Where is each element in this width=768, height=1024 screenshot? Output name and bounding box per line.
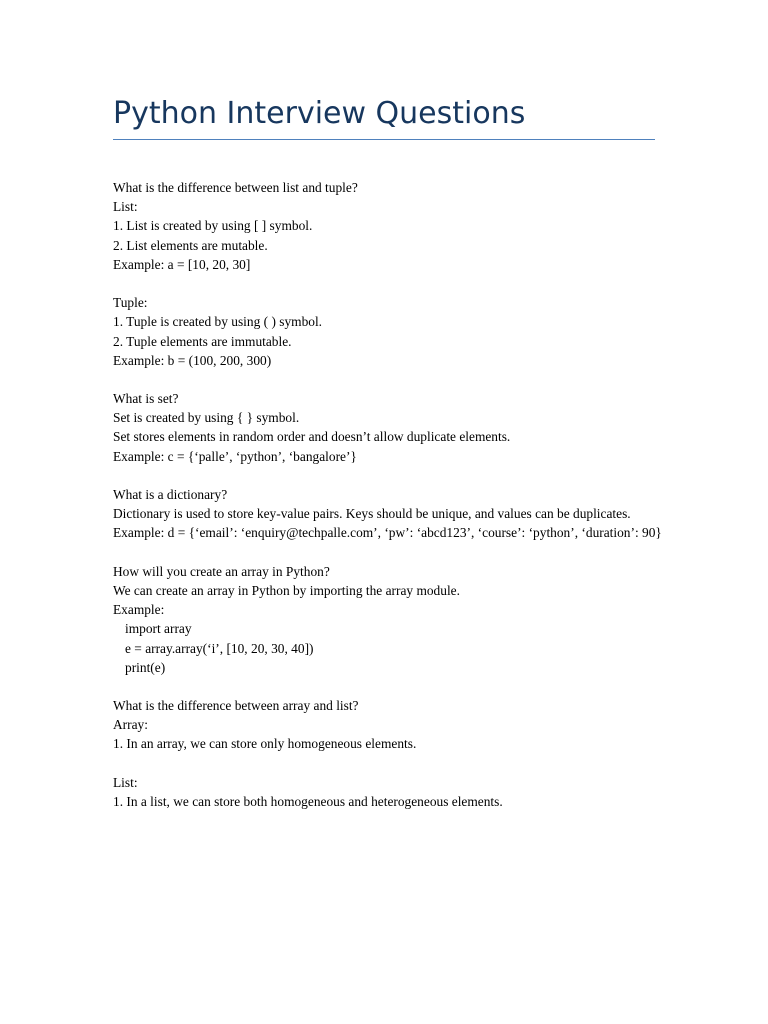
section-list-vs-tuple	[113, 178, 673, 274]
section-list	[113, 773, 673, 811]
section-set	[113, 389, 673, 466]
code-line-assign: e = array.array(‘i’, [10, 20, 30, 40])	[125, 640, 314, 656]
question-list-vs-tuple: What is the difference between list and tuple?	[113, 180, 358, 195]
code-line-import: import array	[125, 621, 192, 637]
section-array-create	[113, 562, 673, 677]
dictionary-example: Example: d = {‘email’: ‘enquiry@techpalle.com’, ‘pw’: ‘abcd123’, ‘course’: ‘python’, ‘duration’: 90}	[113, 525, 662, 541]
section-array-vs-list	[113, 696, 673, 754]
title-underline	[113, 139, 655, 140]
set-point-1: Set is created by using { } symbol.	[113, 410, 300, 426]
question-array-create: How will you create an array in Python?	[113, 563, 330, 579]
dictionary-description: Dictionary is used to store key-value pairs. Keys should be unique, and values can be duplicates.	[113, 506, 631, 522]
list-point-heterogeneous: 1. In a list, we can store both homogeneous and heterogeneous elements.	[113, 794, 503, 810]
paragraph-gap	[113, 754, 673, 773]
list-example: Example: a = [10, 20, 30]	[113, 256, 251, 272]
paragraph-gap	[113, 543, 673, 562]
section-tuple	[113, 293, 673, 370]
list-heading-2: List:	[113, 774, 138, 790]
array-example-label: Example:	[113, 602, 165, 618]
tuple-point-2: 2. Tuple elements are immutable.	[113, 333, 292, 349]
section-dictionary	[113, 485, 673, 543]
tuple-point-1: 1. Tuple is created by using ( ) symbol.	[113, 314, 323, 330]
set-example: Example: c = {‘palle’, ‘python’, ‘bangalore’}	[113, 448, 357, 464]
code-line-print: print(e)	[125, 659, 166, 675]
tuple-example: Example: b = (100, 200, 300)	[113, 352, 272, 368]
document-title: Python Interview Questions	[113, 96, 526, 131]
list-heading: List:	[113, 199, 138, 215]
list-point-2: 2. List elements are mutable.	[113, 237, 268, 253]
question-array-vs-list: What is the difference between array and list?	[113, 698, 359, 714]
array-point-1: 1. In an array, we can store only homogeneous elements.	[113, 736, 417, 752]
paragraph-gap	[113, 370, 673, 389]
question-dictionary: What is a dictionary?	[113, 487, 228, 502]
paragraph-gap	[113, 274, 673, 293]
array-create-description: We can create an array in Python by importing the array module.	[113, 582, 460, 598]
tuple-heading: Tuple:	[113, 295, 148, 311]
document-body	[113, 178, 673, 811]
question-set: What is set?	[113, 391, 179, 407]
list-point-1: 1. List is created by using [ ] symbol.	[113, 218, 313, 234]
paragraph-gap	[113, 677, 673, 696]
array-heading: Array:	[113, 717, 148, 733]
set-point-2: Set stores elements in random order and doesn’t allow duplicate elements.	[113, 429, 511, 445]
paragraph-gap	[113, 466, 673, 485]
